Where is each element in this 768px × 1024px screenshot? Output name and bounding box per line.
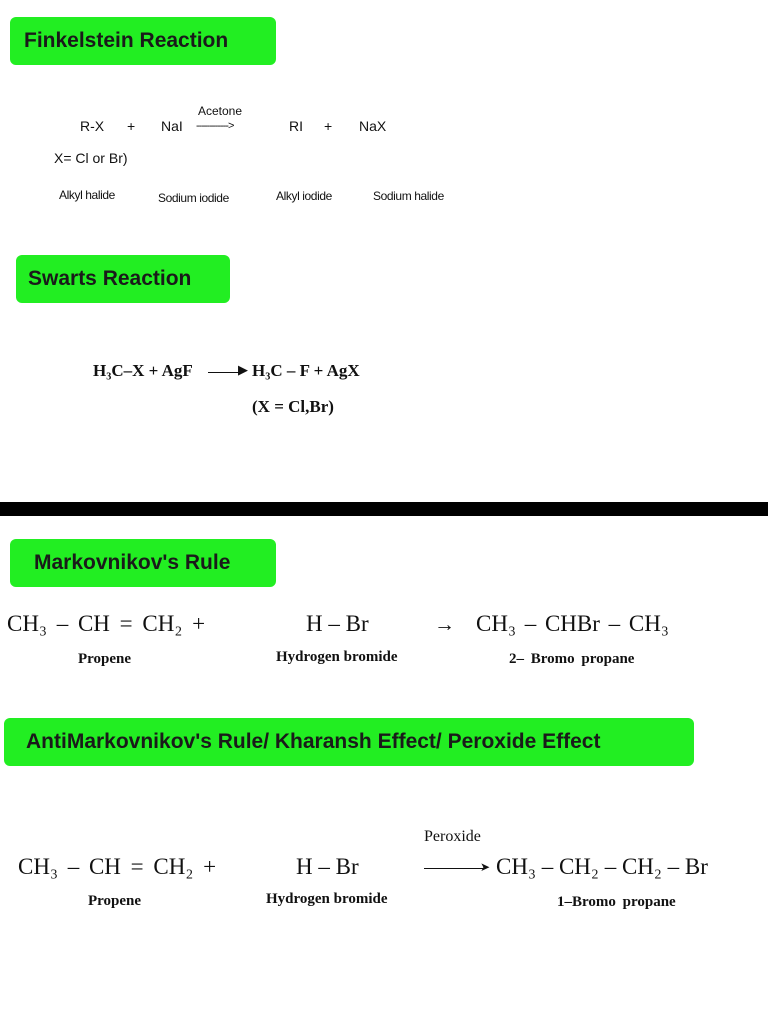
finkelstein-label-sodium-iodide: Sodium iodide bbox=[158, 191, 229, 205]
markovnikov-title: Markovnikov's Rule bbox=[34, 551, 231, 574]
finkelstein-product2: NaX bbox=[359, 118, 387, 134]
swarts-title: Swarts Reaction bbox=[28, 267, 192, 290]
antimarkovnikov-label-propene: Propene bbox=[88, 893, 142, 909]
finkelstein-title-badge bbox=[10, 17, 276, 65]
finkelstein-note: X= Cl or Br) bbox=[54, 150, 128, 166]
finkelstein-product1: RI bbox=[289, 118, 303, 134]
finkelstein-arrow: ------------> bbox=[196, 120, 234, 132]
finkelstein-label-sodium-halide: Sodium halide bbox=[373, 189, 444, 203]
swarts-note: (X = Cl,Br) bbox=[252, 397, 334, 416]
swarts-arrow-head: ▶ bbox=[238, 362, 248, 377]
markovnikov-product: CH₃ – CHBr – CH₃ bbox=[476, 611, 669, 636]
finkelstein-plus1: + bbox=[127, 118, 136, 134]
markovnikov-reactant2: H – Br bbox=[306, 611, 369, 636]
finkelstein-label-alkyl-halide: Alkyl halide bbox=[59, 188, 115, 202]
swarts-title-badge bbox=[16, 255, 230, 303]
antimarkovnikov-arrow-head: ➤ bbox=[480, 860, 491, 874]
markovnikov-title-badge bbox=[10, 539, 276, 587]
antimarkovnikov-label-hbr: Hydrogen bromide bbox=[266, 891, 388, 907]
swarts-products: H₃C – F + AgX bbox=[252, 361, 360, 380]
swarts-reactants: H₃C–X + AgF bbox=[93, 361, 193, 380]
finkelstein-reactant2: NaI bbox=[161, 118, 183, 134]
finkelstein-reactant1: R-X bbox=[80, 118, 105, 134]
markovnikov-label-propene: Propene bbox=[78, 651, 132, 667]
markovnikov-arrow: → bbox=[434, 612, 455, 636]
antimarkovnikov-arrow-shaft bbox=[424, 868, 484, 869]
antimarkovnikov-condition: Peroxide bbox=[424, 828, 481, 845]
antimarkovnikov-label-product: 1–Bromo propane bbox=[557, 894, 676, 910]
antimarkovnikov-product: CH₃ – CH₂ – CH₂ – Br bbox=[496, 854, 708, 879]
finkelstein-label-alkyl-iodide: Alkyl iodide bbox=[276, 189, 332, 203]
markovnikov-label-product: 2– Bromo propane bbox=[509, 651, 635, 667]
markovnikov-reactant1: CH₃ – CH = CH₂ + bbox=[7, 611, 206, 636]
antimarkovnikov-title: AntiMarkovnikov's Rule/ Kharansh Effect/ Peroxide Effect bbox=[26, 730, 601, 753]
finkelstein-plus2: + bbox=[324, 118, 333, 134]
antimarkovnikov-title-badge bbox=[4, 718, 694, 766]
finkelstein-title: Finkelstein Reaction bbox=[24, 29, 229, 52]
swarts-arrow-shaft bbox=[208, 372, 242, 373]
finkelstein-condition: Acetone bbox=[198, 104, 243, 118]
section-divider bbox=[0, 502, 768, 516]
antimarkovnikov-reactant2: H – Br bbox=[296, 854, 359, 879]
antimarkovnikov-reactant1: CH₃ – CH = CH₂ + bbox=[18, 854, 217, 879]
markovnikov-label-hbr: Hydrogen bromide bbox=[276, 649, 398, 665]
